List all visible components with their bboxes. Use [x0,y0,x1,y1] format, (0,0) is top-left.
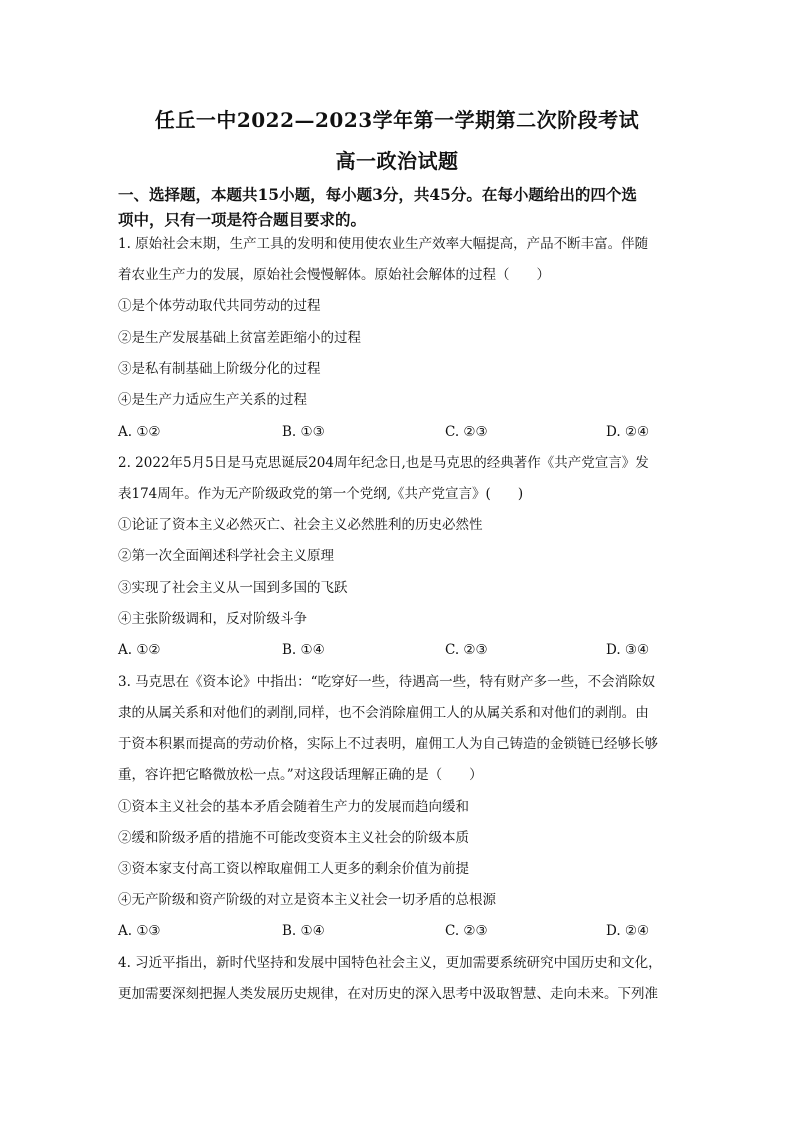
question-2-item: ②第一次全面阐述科学社会主义原理 [118,548,334,564]
question-3-stem-line: 重，容许把它略微放松一点。”对这段话理解正确的是（ ） [118,767,483,783]
question-3-item: ③资本家支付高工资以榨取雇佣工人更多的剩余价值为前提 [118,861,469,877]
question-3-item: ①资本主义社会的基本矛盾会随着生产力的发展而趋向缓和 [118,799,469,815]
question-2-stem-line: 2. 2022年5月5日是马克思诞辰204周年纪念日,也是马克思的经典著作《共产党宣言》发 [118,455,649,471]
question-1-item: ①是个体劳动取代共同劳动的过程 [118,298,321,314]
question-1-item: ④是生产力适应生产关系的过程 [118,392,307,408]
section-heading [118,182,683,232]
question-3-stem-line: 3. 马克思在《资本论》中指出：“吃穿好一些，待遇高一些，特有财产多一些，不会消除奴 [118,674,656,690]
question-2-option-a[interactable]: A. ①② [118,642,161,658]
question-2-option-d[interactable]: D. ③④ [606,642,650,658]
question-2-item: ④主张阶级调和，反对阶级斗争 [118,611,307,627]
question-1-option-d[interactable]: D. ②④ [606,424,650,440]
question-4-stem-line: 更加需要深刻把握人类发展历史规律，在对历史的深入思考中汲取智慧、走向未来。下列准 [118,986,658,1002]
section-heading-line: 项中，只有一项是符合题目要求的。 [118,210,367,229]
question-3-item: ④无产阶级和资产阶级的对立是资本主义社会一切矛盾的总根源 [118,892,496,908]
exam-subtitle: 高一政治试题 [335,149,459,173]
question-2-option-c[interactable]: C. ②③ [445,642,488,658]
question-3-stem-line: 隶的从属关系和对他们的剥削,同样，也不会消除雇佣工人的从属关系和对他们的剥削。由 [118,705,649,721]
question-3-option-c[interactable]: C. ②③ [445,923,488,939]
question-1-item: ②是生产发展基础上贫富差距缩小的过程 [118,330,361,346]
question-3-option-d[interactable]: D. ②④ [606,923,650,939]
question-4-stem-line: 4. 习近平指出，新时代坚持和发展中国特色社会主义，更加需要系统研究中国历史和文化， [118,955,662,971]
question-3-item: ②缓和阶级矛盾的措施不可能改变资本主义社会的阶级本质 [118,830,469,846]
question-3-option-b[interactable]: B. ①④ [282,923,325,939]
exam-title: 任丘一中2022—2023学年第一学期第二次阶段考试 [154,108,640,132]
question-2-item: ①论证了资本主义必然灭亡、社会主义必然胜利的历史必然性 [118,517,483,533]
question-1-option-b[interactable]: B. ①③ [282,424,325,440]
question-1-item: ③是私有制基础上阶级分化的过程 [118,361,321,377]
question-2-option-b[interactable]: B. ①④ [282,642,325,658]
question-2-item: ③实现了社会主义从一国到多国的飞跃 [118,580,348,596]
question-1-option-c[interactable]: C. ②③ [445,424,488,440]
question-1-option-a[interactable]: A. ①② [118,424,161,440]
question-1-stem-line: 着农业生产力的发展，原始社会慢慢解体。原始社会解体的过程（ ） [118,267,550,283]
question-3-option-a[interactable]: A. ①③ [118,923,161,939]
section-heading-line: 一、选择题，本题共15小题，每小题3分，共45分。在每小题给出的四个选 [118,185,637,204]
question-3-stem-line: 于资本积累而提高的劳动价格，实际上不过表明，雇佣工人为自己铸造的金锁链已经够长够 [118,736,658,752]
question-1-stem-line: 1. 原始社会末期，生产工具的发明和使用使农业生产效率大幅提高，产品不断丰富。伴随 [118,236,649,252]
question-2-stem-line: 表174周年。作为无产阶级政党的第一个党纲,《共产党宣言》( ) [118,486,524,502]
